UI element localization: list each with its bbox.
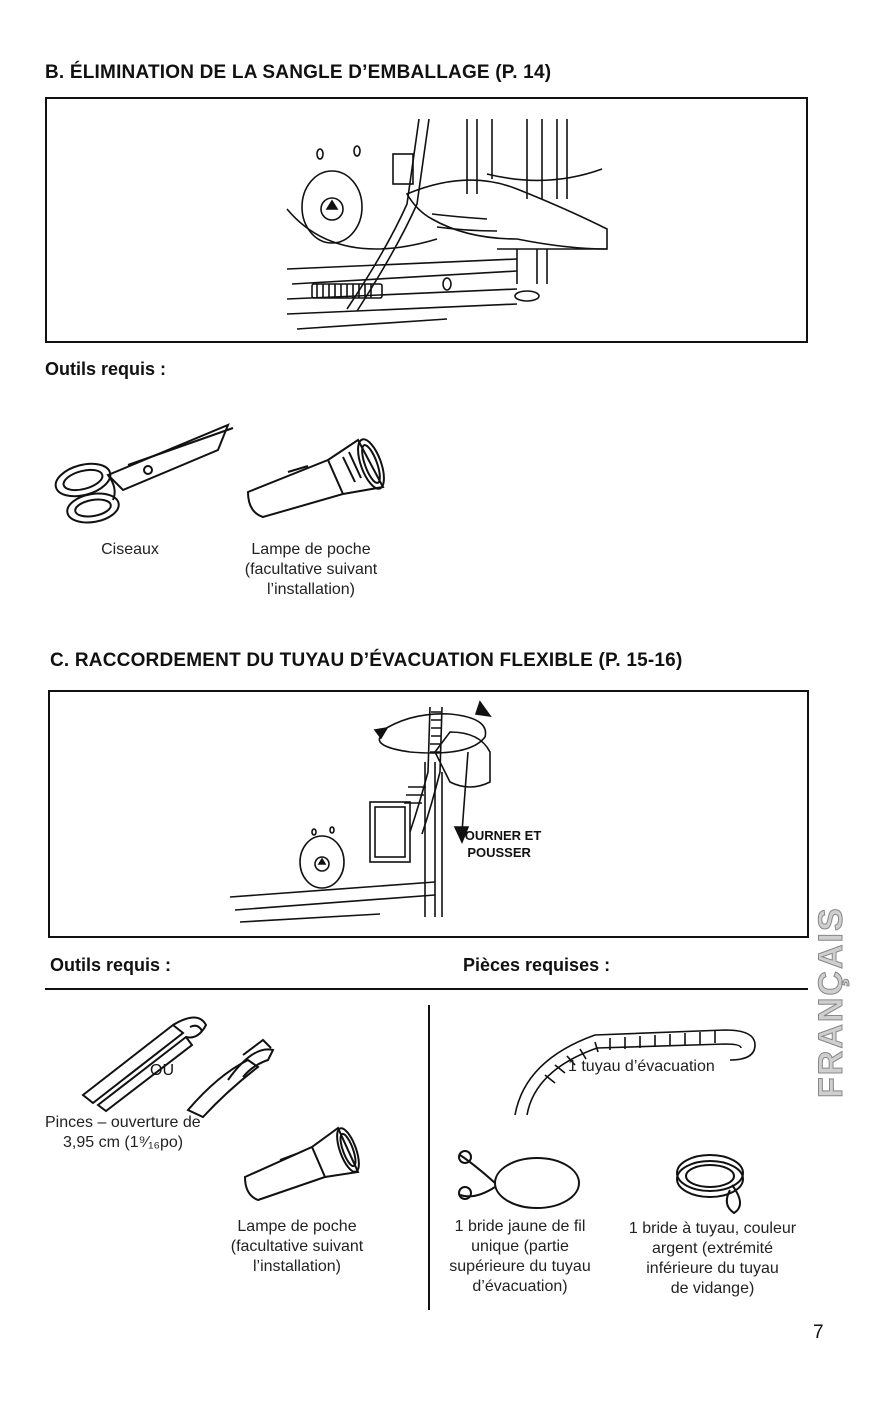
- flashlight-icon: [243, 432, 393, 522]
- flashlight-label-b: Lampe de poche (facultative suivant l’installation): [244, 541, 378, 598]
- scissors-label: Ciseaux: [101, 541, 159, 558]
- strap-removal-illustration: [47, 99, 810, 345]
- section-c-title: C. RACCORDEMENT DU TUYAU D’ÉVACUATION FLEXIBLE (P. 15-16): [50, 650, 683, 671]
- section-c-divider: [45, 988, 808, 990]
- flashlight-label-c: Lampe de poche (facultative suivant l’installation): [230, 1218, 364, 1275]
- drain-hose-illustration: [50, 692, 811, 940]
- turn-push-label: TOURNER ET POUSSER: [457, 828, 542, 860]
- scissors-icon: [48, 420, 233, 530]
- or-text: OU: [150, 1062, 174, 1079]
- section-b-tools-heading: Outils requis :: [45, 359, 167, 379]
- yellow-clamp-label: 1 bride jaune de fil unique (partie supérieure du tuyau d’évacuation): [449, 1218, 591, 1295]
- section-c-column-divider: [428, 1005, 430, 1310]
- flashlight-icon-c: [240, 1122, 368, 1204]
- section-c-parts-heading: Pièces requises :: [463, 955, 611, 975]
- section-b-title: B. ÉLIMINATION DE LA SANGLE D’EMBALLAGE (P. 14): [45, 62, 552, 83]
- page-number: 7: [813, 1322, 824, 1343]
- section-c-figure-frame: [48, 690, 809, 938]
- language-side-tab: FRANÇAIS: [812, 906, 850, 1099]
- section-b-figure-frame: [45, 97, 808, 343]
- section-c-tools-heading: Outils requis :: [50, 955, 172, 975]
- drain-hose-label: 1 tuyau d’évacuation: [568, 1058, 715, 1075]
- hose-clamp-icon: [672, 1145, 762, 1215]
- pliers-label: Pinces – ouverture de 3,95 cm (1⁹⁄₁₆po): [45, 1114, 201, 1151]
- pliers-icon: [78, 1005, 278, 1117]
- wire-clamp-icon: [455, 1145, 585, 1215]
- silver-clamp-label: 1 bride à tuyau, couleur argent (extrémité inférieure du tuyau de vidange): [628, 1220, 797, 1297]
